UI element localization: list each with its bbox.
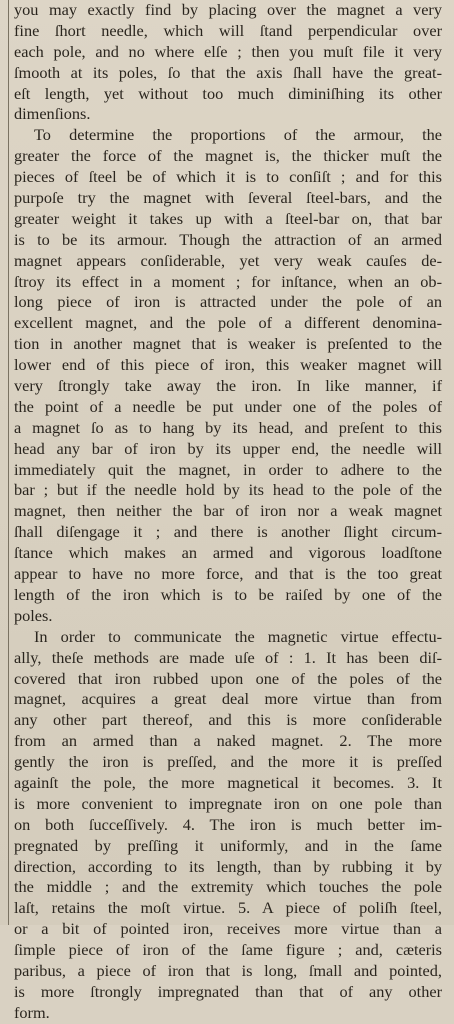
text-line: againſt the pole, the more magnetical it becomes. 3. It — [14, 772, 442, 792]
text-line: on both ſucceſſively. 4. The iron is much better im- — [14, 814, 442, 834]
text-line: bar ; but if the needle hold by its head to the pole of the — [14, 480, 442, 500]
paragraph-1 — [14, 0, 442, 125]
paragraph-3 — [14, 627, 442, 1024]
text-line: lower end of this piece of iron, this weaker magnet will — [14, 355, 442, 375]
text-line: pieces of ſteel be of which it is to conſiſt ; and for this — [14, 167, 442, 187]
text-line: magnet appears conſiderable, yet very weak cauſes de- — [14, 250, 442, 270]
text-line: direction, according to its length, than by rubbing it by — [14, 856, 442, 876]
text-line: purpoſe try the magnet with ſeveral ſteel-bars, and the — [14, 188, 442, 208]
text-line: the middle ; and the extremity which touches the pole — [14, 877, 442, 897]
text-line: head any bar of iron by its upper end, the needle will — [14, 438, 442, 458]
text-line: magnet, then neither the bar of iron nor a weak magnet — [14, 501, 442, 521]
text-line: form. — [14, 1002, 50, 1022]
text-line: ſtroy its effect in a moment ; for inſtance, when an ob- — [14, 271, 442, 291]
text-line: immediately quit the magnet, in order to adhere to the — [14, 459, 442, 479]
text-line: is more convenient to impregnate iron on one pole than — [14, 793, 442, 813]
text-line: gently the iron is preſſed, and the more it is preſſed — [14, 752, 442, 772]
text-line: is to be its armour. Though the attraction of an armed — [14, 229, 442, 249]
text-line: dimenſions. — [14, 104, 91, 124]
column-rule — [8, 0, 9, 925]
text-line: a magnet ſo as to hang by its head, and preſent to this — [14, 417, 442, 437]
text-line: ſmooth at its poles, ſo that the axis ſhall have the great- — [14, 62, 442, 82]
text-line: you may exactly find by placing over the magnet a very — [14, 0, 442, 19]
text-line: appear to have no more force, and that is the too great — [14, 564, 442, 584]
text-line: greater weight it takes up with a ſteel-bar on, that bar — [14, 208, 442, 228]
text-line: fine ſhort needle, which will ſtand perpendicular over — [14, 20, 442, 40]
text-line: tion in another magnet that is weaker is preſented to the — [14, 334, 442, 354]
text-line: ally, theſe methods are made uſe of : 1. It has been diſ- — [14, 647, 442, 667]
text-line: long piece of iron is attracted under the pole of an — [14, 292, 442, 312]
text-line: poles. — [14, 605, 53, 625]
text-line: To determine the proportions of the armour, the — [34, 125, 442, 145]
text-line: from an armed than a naked magnet. 2. The more — [14, 731, 442, 751]
text-line: ſhall diſengage it ; and there is another ſlight circum- — [14, 522, 442, 542]
text-line: each pole, and no where elſe ; then you muſt file it very — [14, 41, 442, 61]
text-line: very ſtrongly take away the iron. In like manner, if — [14, 376, 442, 396]
body-text — [14, 0, 442, 1024]
text-line: greater the force of the magnet is, the thicker muſt the — [14, 146, 442, 166]
text-line: the point of a needle be put under one of the poles of — [14, 396, 442, 416]
text-line: excellent magnet, and the pole of a different denomina- — [14, 313, 442, 333]
text-line: In order to communicate the magnetic virtue effectu- — [34, 626, 442, 646]
text-line: ſtance which makes an armed and vigorous loadſtone — [14, 543, 442, 563]
text-line: laſt, retains the moſt virtue. 5. A piece of poliſh ſteel, — [14, 898, 442, 918]
text-line: length of the iron which is to be raiſed by one of the — [14, 584, 442, 604]
text-line: is more ſtrongly impregnated than that of any other — [14, 981, 442, 1001]
text-line: ſimple piece of iron of the ſame figure ; and, cæteris — [14, 940, 442, 960]
text-line: any other part thereof, and this is more conſiderable — [14, 710, 442, 730]
text-line: or a bit of pointed iron, receives more virtue than a — [14, 919, 442, 939]
text-line: magnet, acquires a great deal more virtue than from — [14, 689, 442, 709]
text-line: eſt length, yet without too much diminiſhing its other — [14, 83, 442, 103]
text-line: covered that iron rubbed upon one of the poles of the — [14, 668, 442, 688]
paragraph-2 — [14, 125, 442, 626]
text-line: paribus, a piece of iron that is long, ſmall and pointed, — [14, 960, 442, 980]
text-line: pregnated by preſſing it uniformly, and in the ſame — [14, 835, 442, 855]
